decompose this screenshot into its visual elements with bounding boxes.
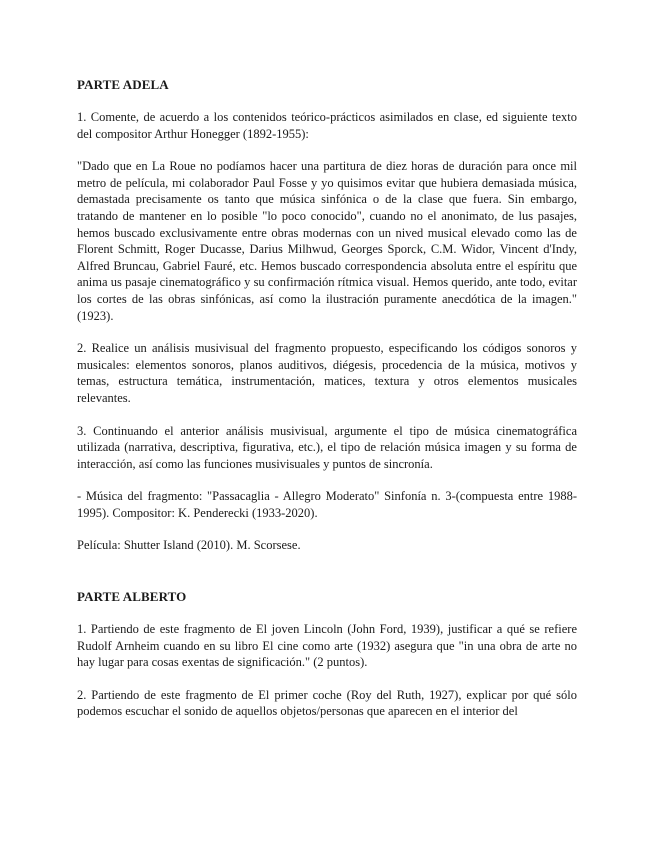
music-fragment-info: - Música del fragmento: "Passacaglia - Allegro Moderato" Sinfonía n. 3-(compuesta entre 1988-1995). Compositor: K. Penderecki (1933-2020). <box>77 489 577 520</box>
section-spacer <box>77 570 577 588</box>
question-2: 2. Realice un análisis musivisual del fragmento propuesto, especificando los códigos sonoros y musicales: elementos sonoros, planos auditivos, diégesis, procedencia de la música, motivos y temas, estructura temática, instrumentación, matices, textura y otros elementos musicales relevantes. <box>77 341 577 405</box>
section-parte-adela <box>77 76 577 554</box>
section-parte-alberto <box>77 588 577 720</box>
question-1-prompt: 1. Comente, de acuerdo a los contenidos teórico-prácticos asimilados en clase, ed siguiente texto del compositor Arthur Honegger (1892-1955): <box>77 110 577 141</box>
question-3: 3. Continuando el anterior análisis musivisual, argumente el tipo de música cinematográfica utilizada (narrativa, descriptiva, figurativa, etc.), el tipo de relación música imagen y su forma de interacción, así como las funciones musivisuales y puntos de sincronía. <box>77 423 577 471</box>
document-body <box>77 76 577 736</box>
film-info: Película: Shutter Island (2010). M. Scorsese. <box>77 538 301 553</box>
honegger-quote: "Dado que en La Roue no podíamos hacer una partitura de diez horas de duración para once mil metro de película, mi colaborador Paul Fosse y yo quisimos evitar que hubiera demasiada música, demastada precisamente os tanto que música sinfónica o de la clase que fuera. Sin embargo, tratando de mantener en lo posible "lo poco conocido", cuando no el anonimato, de lus pasajes, hemos buscado exclusivamente entre obras modernas con un nived musical elevado como las de Florent Schmitt, Roger Ducasse, Darius Milhwud, Georges Sporck, C.M. Widor, Vincent d'Indy, Alfred Bruncau, Gabriel Fauré, etc. Hemos buscado correspondencia absoluta entre el espíritu que anima us pasaje cinematográfico y su confirmación rítmica visual. Hemos querido, ante todo, evitar los cortes de las obras sinfónicas, así como la ilustración puramente anecdótica de la imagen." (1923). <box>77 159 577 323</box>
section-heading: PARTE ADELA <box>77 77 169 92</box>
question-1: 1. Partiendo de este fragmento de El joven Lincoln (John Ford, 1939), justificar a qué se refiere Rudolf Arnheim cuando en su libro El cine como arte (1932) asegura que "in una obra de arte no hay lugar para cosas exentas de significación." (2 puntos). <box>77 622 577 670</box>
section-heading: PARTE ALBERTO <box>77 589 187 605</box>
question-2: 2. Partiendo de este fragmento de El primer coche (Roy del Ruth, 1927), explicar por qué sólo podemos escuchar el sonido de aquellos objetos/personas que aparecen en el interior del <box>77 687 577 719</box>
